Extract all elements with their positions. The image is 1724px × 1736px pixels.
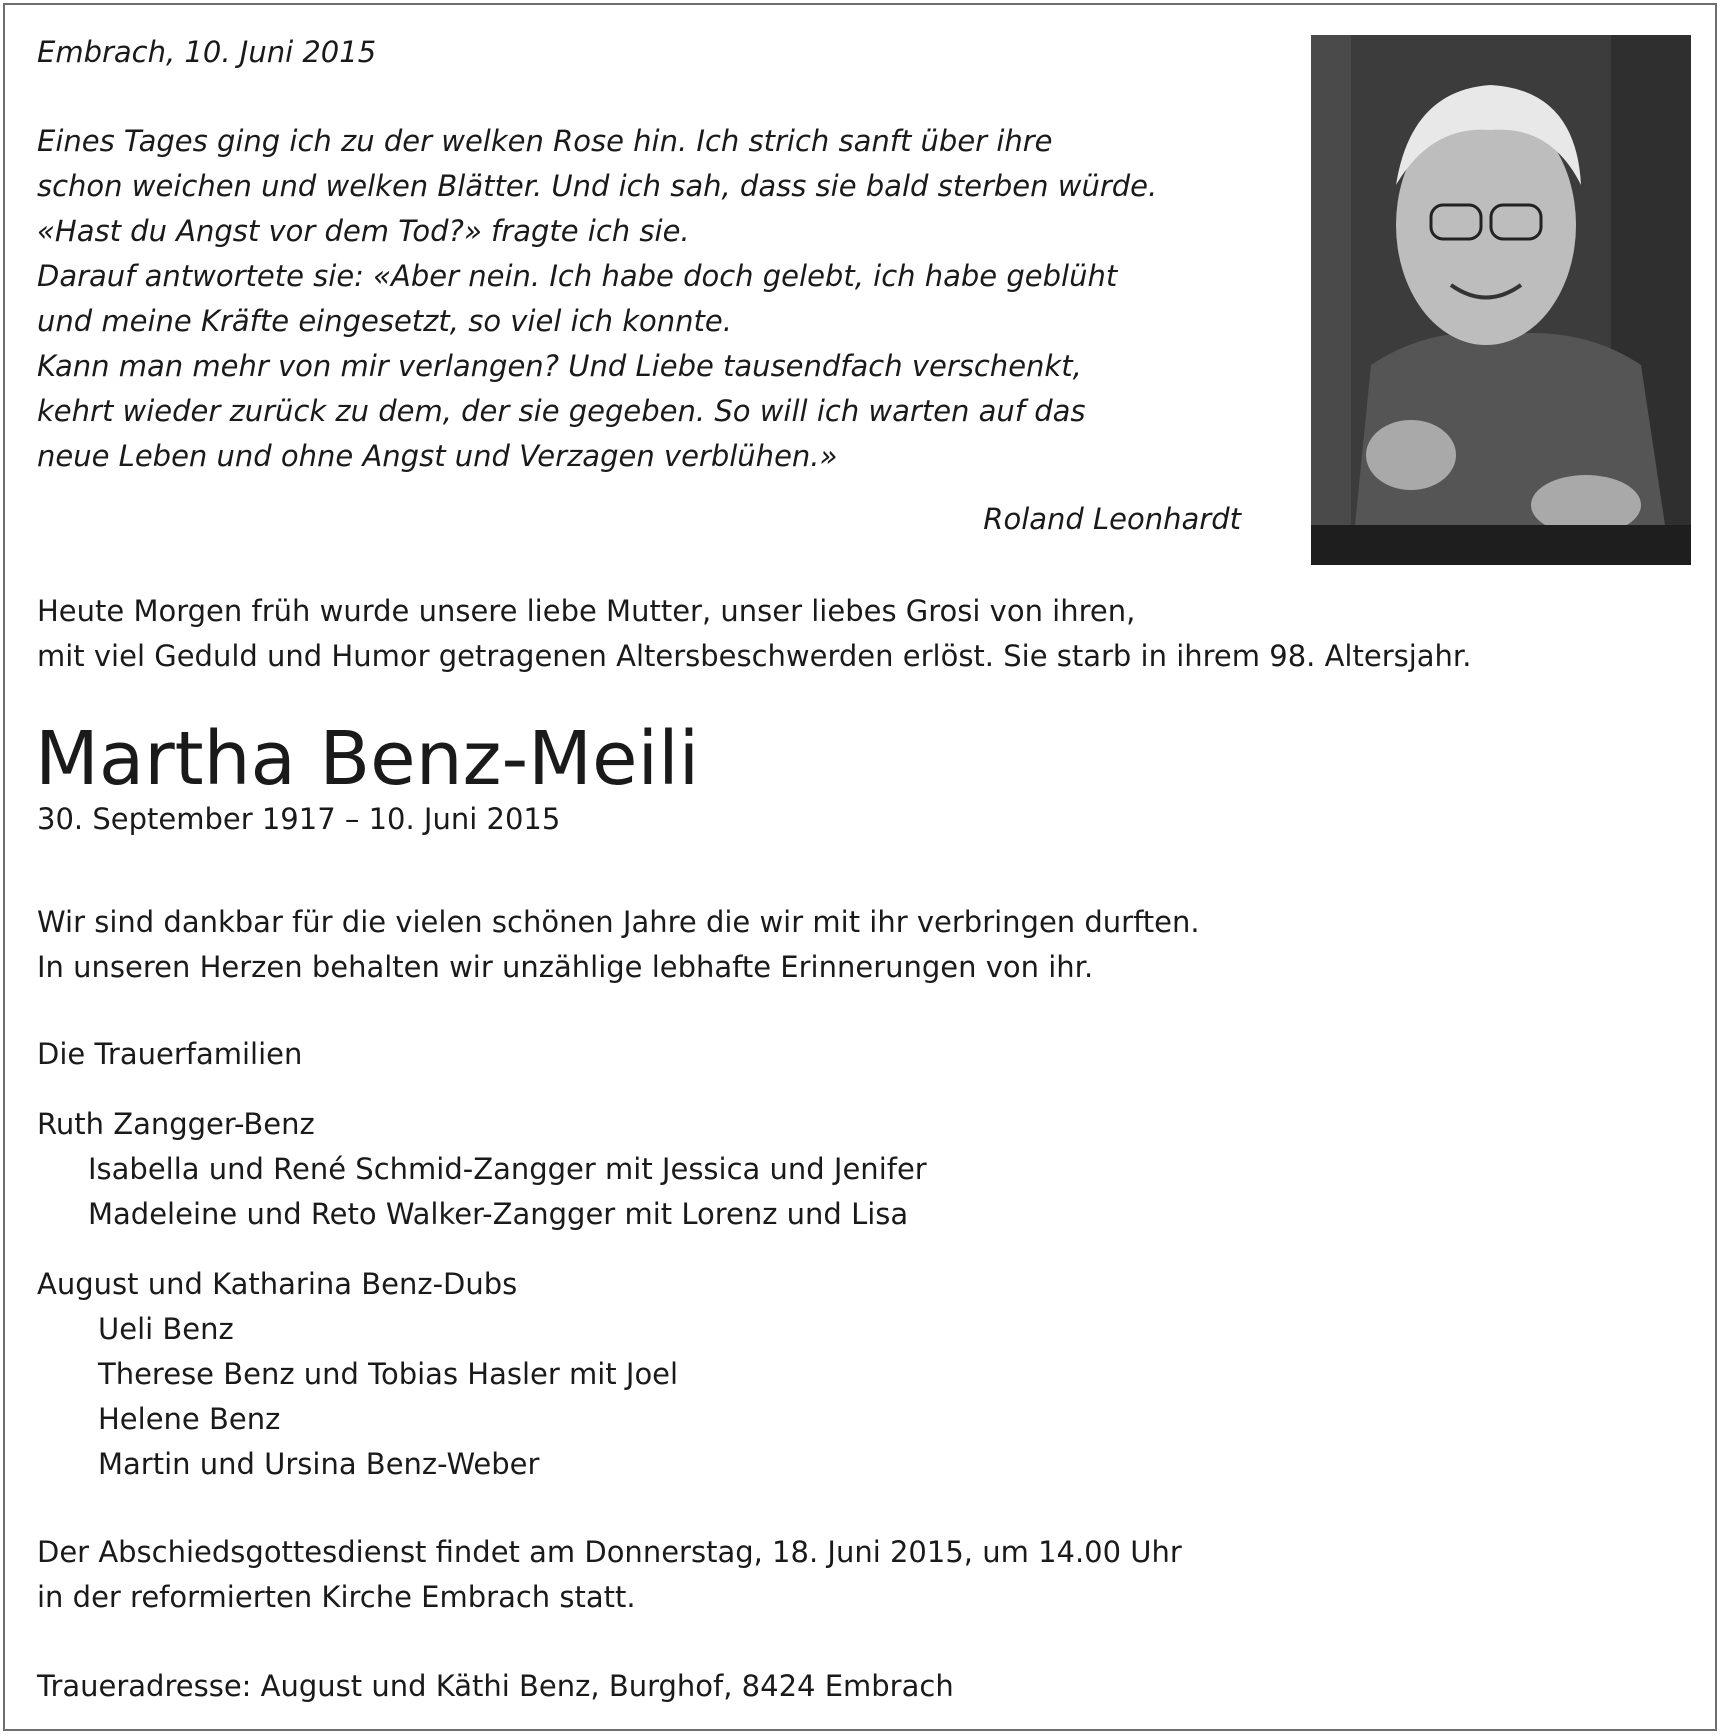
gratitude-line: In unseren Herzen behalten wir unzählige lebhafte Erinnerungen von ihr. <box>37 950 1094 984</box>
poem-line: Eines Tages ging ich zu der welken Rose hin. Ich strich sanft über ihre <box>37 124 1053 158</box>
poem-line: neue Leben und ohne Angst und Verzagen verblühen.» <box>37 439 838 473</box>
service-line: Der Abschiedsgottesdienst findet am Donnerstag, 18. Juni 2015, um 14.00 Uhr <box>37 1535 1182 1569</box>
poem-line: Darauf antwortete sie: «Aber nein. Ich habe doch gelebt, ich habe geblüht <box>37 259 1118 293</box>
life-dates: 30. September 1917 – 10. Juni 2015 <box>37 802 561 836</box>
announcement-line: mit viel Geduld und Humor getragenen Altersbeschwerden erlöst. Sie starb in ihrem 98. Altersjahr. <box>37 639 1472 673</box>
service-line: in der reformierten Kirche Embrach statt. <box>37 1580 636 1614</box>
poem-line: Kann man mehr von mir verlangen? Und Liebe tausendfach verschenkt, <box>37 349 1082 383</box>
family-head: Ruth Zangger-Benz <box>37 1107 315 1141</box>
family-head: August und Katharina Benz-Dubs <box>37 1267 518 1301</box>
poem-line: schon weichen und welken Blätter. Und ich sah, dass sie bald sterben würde. <box>37 169 1158 203</box>
portrait-photo <box>1311 35 1691 565</box>
poem-line: «Hast du Angst vor dem Tod?» fragte ich sie. <box>37 214 690 248</box>
poem-line: kehrt wieder zurück zu dem, der sie gegeben. So will ich warten auf das <box>37 394 1086 428</box>
announcement-line: Heute Morgen früh wurde unsere liebe Mutter, unser liebes Grosi von ihren, <box>37 594 1136 628</box>
poem-line: und meine Kräfte eingesetzt, so viel ich konnte. <box>37 304 732 338</box>
gratitude-line: Wir sind dankbar für die vielen schönen Jahre die wir mit ihr verbringen durften. <box>37 905 1200 939</box>
family-member: Ueli Benz <box>98 1312 234 1346</box>
family-member: Isabella und René Schmid-Zangger mit Jessica und Jenifer <box>88 1152 927 1186</box>
family-member: Madeleine und Reto Walker-Zangger mit Lorenz und Lisa <box>88 1197 909 1231</box>
deceased-name: Martha Benz-Meili <box>35 716 700 802</box>
poem-author: Roland Leonhardt <box>983 502 1241 536</box>
family-member: Helene Benz <box>98 1402 281 1436</box>
family-member: Therese Benz und Tobias Hasler mit Joel <box>98 1357 679 1391</box>
family-member: Martin und Ursina Benz-Weber <box>98 1447 540 1481</box>
families-heading: Die Trauerfamilien <box>37 1037 303 1071</box>
mourning-address: Traueradresse: August und Käthi Benz, Burghof, 8424 Embrach <box>37 1669 954 1703</box>
place-date: Embrach, 10. Juni 2015 <box>37 35 377 69</box>
